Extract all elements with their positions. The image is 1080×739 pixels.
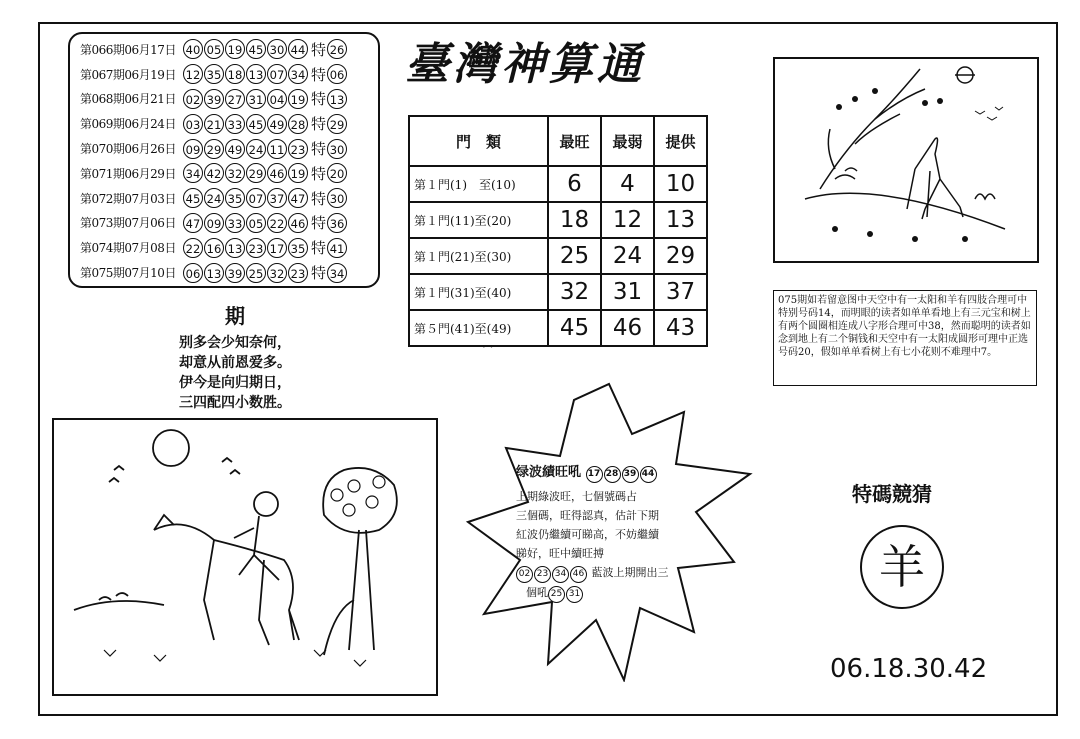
number-ball: 05: [246, 213, 266, 233]
draw-row: [80, 111, 378, 136]
number-ball: 29: [204, 139, 224, 159]
draw-label: 第068期06月21日: [80, 92, 176, 107]
poem-line: 却意从前恩爱多。: [179, 355, 291, 371]
table-header-row: [409, 116, 707, 166]
star-line: 三個碼，旺得認真，估計下期: [516, 509, 659, 522]
number-ball: 09: [204, 213, 224, 233]
special-number-ball: 34: [327, 263, 347, 283]
special-label: 特: [311, 164, 327, 183]
draw-row: [80, 235, 378, 260]
special-label: 特: [311, 140, 327, 159]
table-row: [409, 202, 707, 238]
gate-label-cell: 第５門(41)至(49): [409, 310, 548, 346]
number-ball: 23: [288, 139, 308, 159]
number-ball: 18: [225, 64, 245, 84]
number-ball: 17: [267, 238, 287, 258]
gate-label-cell: 第１門(21)至(30): [409, 238, 548, 274]
number-ball: 32: [225, 163, 245, 183]
number-ball: 05: [204, 39, 224, 59]
number-ball: 31: [566, 586, 583, 603]
table-row: [409, 166, 707, 202]
number-ball: 45: [246, 39, 266, 59]
gate-value-cell: 43: [654, 310, 707, 346]
draw-label: 第073期07月06日: [80, 216, 176, 231]
hint-note: 075期如若留意图中天空中有一太阳和羊有四肢合理可中特别号码14，而明眼的读者如单单看地上有三元宝和树上有两个圆圈相连成八字形合理可中38，然而聪明的读者如念到地上有二个铜钱和天空中有一太阳成圆形可理中正选号码20，假如单单看树上有七小花则不难理中7。: [773, 290, 1037, 386]
number-ball: 40: [183, 39, 203, 59]
header-cell: 提供: [654, 116, 707, 166]
star-line: 上期綠波旺，七個號碼占: [516, 490, 637, 503]
poem: [160, 300, 310, 413]
number-ball: 25: [246, 263, 266, 283]
gate-label-cell: 第１門(1) 至(10): [409, 166, 548, 202]
number-ball: 02: [516, 566, 533, 583]
special-number-ball: 41: [327, 238, 347, 258]
number-ball: 29: [246, 163, 266, 183]
number-ball: 30: [267, 39, 287, 59]
number-ball: 24: [204, 188, 224, 208]
poem-title: 期: [225, 304, 245, 328]
number-ball: 23: [288, 263, 308, 283]
special-label: 特: [311, 90, 327, 109]
number-ball: 19: [225, 39, 245, 59]
number-ball: 39: [622, 466, 639, 483]
number-ball: 16: [204, 238, 224, 258]
draw-row: [80, 136, 378, 161]
special-label: 特: [311, 239, 327, 258]
draw-row: [80, 62, 378, 87]
gate-value-cell: 25: [548, 238, 601, 274]
draw-label: 第074期07月08日: [80, 241, 176, 256]
page-title: 臺灣神算通: [405, 39, 645, 90]
star-line: 紅波仍繼續可睇高，不妨繼續: [516, 528, 659, 541]
number-ball: 42: [204, 163, 224, 183]
number-ball: 46: [288, 213, 308, 233]
special-label: 特: [311, 189, 327, 208]
star-end-text: 個吼: [526, 586, 548, 599]
draw-row: [80, 161, 378, 186]
number-ball: 13: [204, 263, 224, 283]
star-title: [516, 463, 691, 483]
draw-row: [80, 211, 378, 236]
gate-value-cell: 6: [548, 166, 601, 202]
number-ball: 04: [267, 89, 287, 109]
special-number-ball: 13: [327, 89, 347, 109]
number-ball: 28: [604, 466, 621, 483]
number-ball: 13: [246, 64, 266, 84]
star-title-text: 绿波績旺吼: [516, 465, 582, 480]
guess-title: 特碼競猜: [852, 482, 932, 506]
draw-label: 第070期06月26日: [80, 142, 176, 157]
number-ball: 46: [267, 163, 287, 183]
rider-drawing: [54, 420, 436, 694]
number-ball: 02: [183, 89, 203, 109]
number-ball: 47: [183, 213, 203, 233]
special-number-ball: 30: [327, 188, 347, 208]
special-number-ball: 36: [327, 213, 347, 233]
draw-row: [80, 87, 378, 112]
number-ball: 23: [534, 566, 551, 583]
gates-table: [408, 115, 708, 347]
number-ball: 34: [183, 163, 203, 183]
number-ball: 32: [267, 263, 287, 283]
star-bottom-text: 藍波上期開出三: [591, 566, 669, 579]
special-label: 特: [311, 40, 327, 59]
number-ball: 49: [225, 139, 245, 159]
number-ball: 17: [586, 466, 603, 483]
gate-value-cell: 32: [548, 274, 601, 310]
number-ball: 33: [225, 114, 245, 134]
gate-value-cell: 46: [601, 310, 654, 346]
number-ball: 07: [267, 64, 287, 84]
number-ball: 23: [246, 238, 266, 258]
draw-label: 第069期06月24日: [80, 117, 176, 132]
number-ball: 44: [288, 39, 308, 59]
number-ball: 07: [246, 188, 266, 208]
poem-line: 三四配四小数胜。: [179, 395, 291, 411]
gate-value-cell: 18: [548, 202, 601, 238]
special-number-ball: 06: [327, 64, 347, 84]
number-ball: 27: [225, 89, 245, 109]
number-ball: 39: [204, 89, 224, 109]
gate-value-cell: 4: [601, 166, 654, 202]
number-ball: 19: [288, 163, 308, 183]
number-ball: 33: [225, 213, 245, 233]
number-ball: 46: [570, 566, 587, 583]
special-number-ball: 26: [327, 39, 347, 59]
number-ball: 35: [204, 64, 224, 84]
gate-label-cell: 第１門(31)至(40): [409, 274, 548, 310]
gate-value-cell: 45: [548, 310, 601, 346]
number-ball: 47: [288, 188, 308, 208]
number-ball: 13: [225, 238, 245, 258]
number-ball: 24: [246, 139, 266, 159]
draw-label: 第066期06月17日: [80, 42, 176, 57]
table-row: [409, 274, 707, 310]
special-number-ball: 29: [327, 114, 347, 134]
header-cell: 門 類: [409, 116, 548, 166]
poem-line: 别多会少知奈何，: [179, 335, 291, 351]
special-label: 特: [311, 115, 327, 134]
number-ball: 25: [548, 586, 565, 603]
table-row: [409, 238, 707, 274]
number-ball: 21: [204, 114, 224, 134]
number-ball: 35: [288, 238, 308, 258]
number-ball: 45: [183, 188, 203, 208]
draw-row: [80, 260, 378, 285]
draw-label: 第071期06月29日: [80, 166, 176, 181]
number-ball: 11: [267, 139, 287, 159]
gate-value-cell: 37: [654, 274, 707, 310]
gate-label-cell: 第１門(11)至(20): [409, 202, 548, 238]
gate-value-cell: 12: [601, 202, 654, 238]
number-ball: 35: [225, 188, 245, 208]
star-text: [516, 463, 691, 603]
gate-value-cell: 24: [601, 238, 654, 274]
star-end-line: [516, 583, 691, 603]
number-ball: 34: [288, 64, 308, 84]
number-ball: 44: [640, 466, 657, 483]
draw-label: 第072期07月03日: [80, 191, 176, 206]
draw-row: [80, 37, 378, 62]
header-cell: 最旺: [548, 116, 601, 166]
dots: · ·: [482, 340, 494, 354]
draw-results-panel: [68, 32, 380, 288]
number-ball: 28: [288, 114, 308, 134]
number-ball: 09: [183, 139, 203, 159]
draw-label: 第075期07月10日: [80, 266, 176, 281]
number-ball: 37: [267, 188, 287, 208]
special-number-ball: 30: [327, 139, 347, 159]
special-label: 特: [311, 65, 327, 84]
special-label: 特: [311, 214, 327, 233]
draw-label: 第067期06月19日: [80, 67, 176, 82]
table-row: [409, 310, 707, 346]
poem-line: 伊今是向归期日，: [179, 375, 291, 391]
special-label: 特: [311, 264, 327, 283]
number-ball: 34: [552, 566, 569, 583]
gate-value-cell: 13: [654, 202, 707, 238]
header-cell: 最弱: [601, 116, 654, 166]
guess-zodiac: 羊: [860, 525, 944, 609]
number-ball: 22: [183, 238, 203, 258]
number-ball: 49: [267, 114, 287, 134]
goat-tree-drawing: [775, 59, 1037, 261]
number-ball: 22: [267, 213, 287, 233]
gate-value-cell: 10: [654, 166, 707, 202]
gate-value-cell: 29: [654, 238, 707, 274]
bottom-numbers: 06.18.30.42: [830, 654, 988, 684]
number-ball: 03: [183, 114, 203, 134]
number-ball: 19: [288, 89, 308, 109]
rider-illustration: [52, 418, 438, 696]
number-ball: 39: [225, 263, 245, 283]
number-ball: 06: [183, 263, 203, 283]
gate-value-cell: 31: [601, 274, 654, 310]
draw-row: [80, 186, 378, 211]
number-ball: 45: [246, 114, 266, 134]
number-ball: 31: [246, 89, 266, 109]
number-ball: 12: [183, 64, 203, 84]
star-line: 睇好，旺中續旺搏: [516, 547, 604, 560]
star-bottom-line: [516, 563, 691, 583]
goat-tree-illustration: [773, 57, 1039, 263]
special-number-ball: 20: [327, 163, 347, 183]
